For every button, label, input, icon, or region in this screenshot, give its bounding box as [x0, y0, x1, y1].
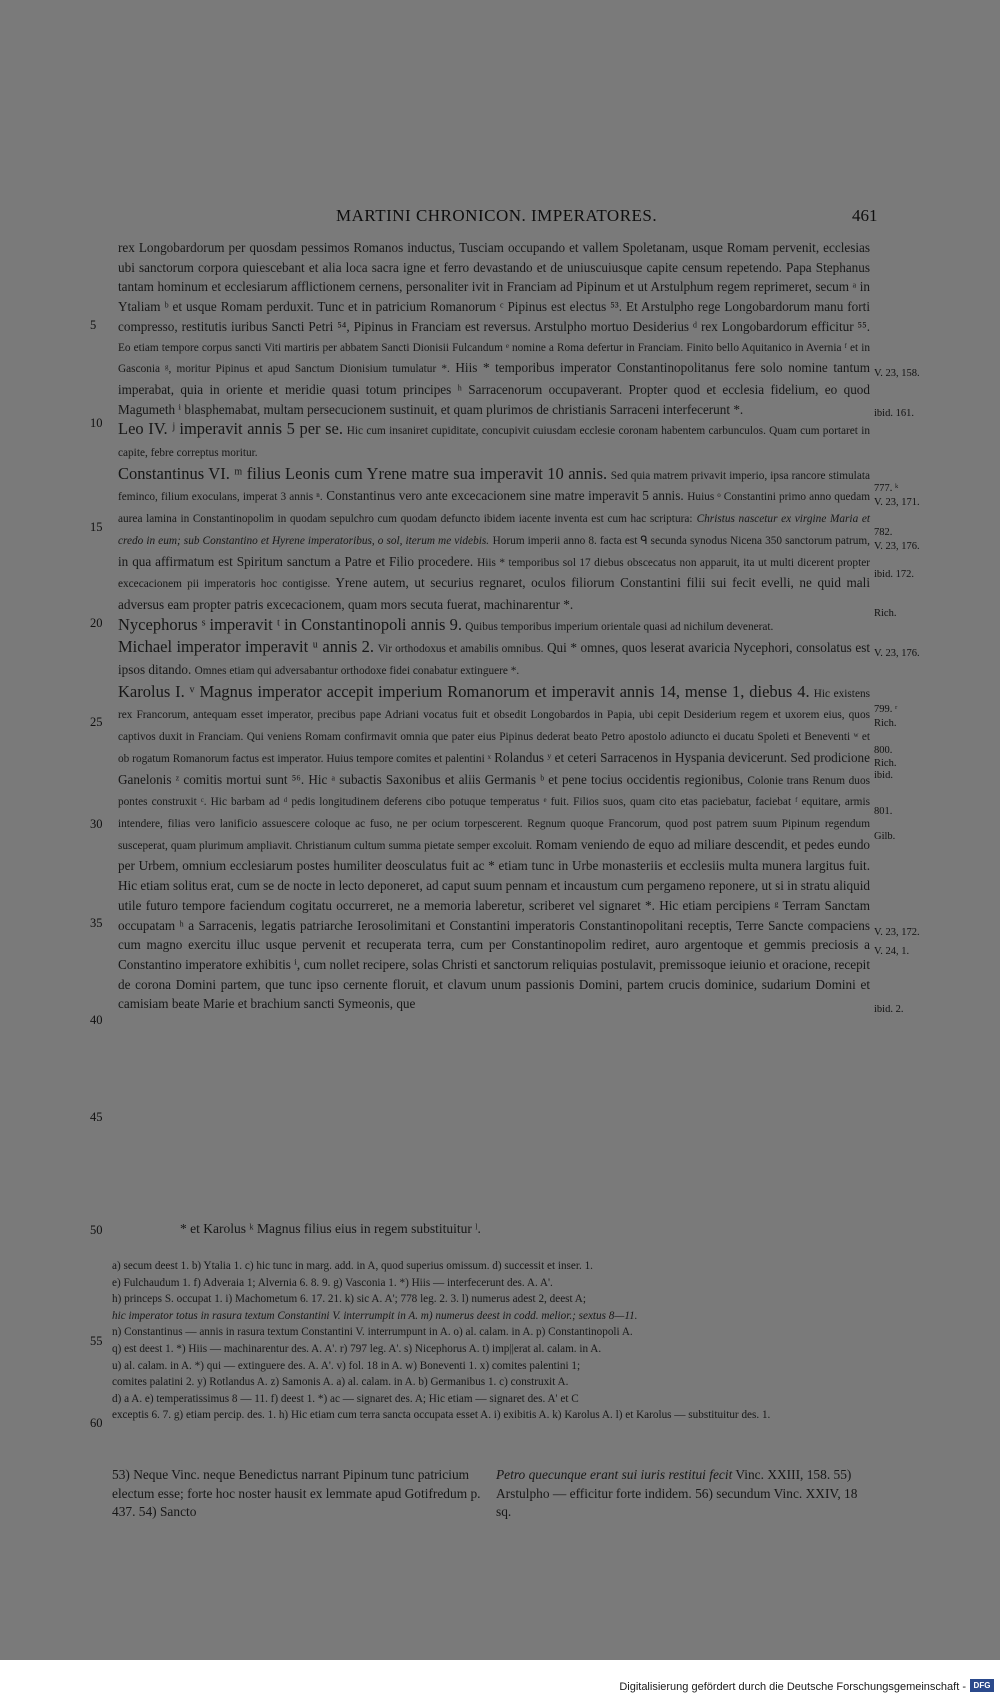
paragraph-constantinus-vi: Constantinus VI. ᵐ filius Leonis cum Yrene matre sua imperavit 10 annis. Sed quia matrem privavit imperio, ipsa rancore stimulata feminco, filium exoculans, imperat 3 annis ⁿ. Constantinus vero ante excecacionem sine matre imperavit 5 annis. Huius ᵒ Constantini primo anno quedam aurea lamina in Constantinopolim in quodam sepulchro cum quodam defuncto ibidem iacente inventa est cum hac scriptura: Christus nascetur ex virgine Maria et credo in eum; sub Constantino et Hyrene imperatoribus, o sol, iterum me videbis. Horum imperii anno 8. facta est ᑫ secunda synodus Nicena 350 sanctorum patrum, in qua affirmatum est Spiritum sanctum a Patre et Filio procedere. Hiis * temporibus sol 17 diebus obscecatus non apparuit, ita ut multi dicerent propter excecacionem pii imperatoris hoc contigisse. Yrene autem, ut securius regnaret, oculos filiorum Constantini filii sui fecit evelli, ne quid mali adversus eam propter patris excecacionem, quam mors secuta fuerat, machinarentur *. — [118, 463, 871, 612]
margin-note: V. 23, 158. — [874, 368, 920, 379]
margin-note: 799. ʳ — [874, 704, 898, 715]
paragraph-pipinus: rex Longobardorum per quosdam pessimos Romanos inductus, Tusciam occupando et vallem Spoletanam, usque Romam pervenit, ecclesias ubi sanctorum corpora quiescebant et alia loca sacra igne et ferro devastando et de uniuscuiusque capite censum repetendo. Papa Stephanus tantam hominum et ecclesiarum afflictionem cernens, personaliter ivit in Franciam ad Pipinum et ut Arstulphum regem reprimeret, secum ᵃ in Ytaliam ᵇ et usque Romam perduxit. Tunc et in patricium Romanorum ᶜ Pipinus est electus ⁵³. Et Arstulpho rege Longobardorum manu forti compresso, restitutis iuribus Sancti Petri ⁵⁴, Pipinus in Franciam est reversus. Arstulpho mortuo Desiderius ᵈ rex Longobardorum efficitur ⁵⁵. Eo etiam tempore corpus sancti Viti martiris per abbatem Sancti Dionisii Fulcandum ᵉ nomine a Roma defertur in Franciam. Finito bello Aquitanico in Avernia ᶠ et in Gasconia ᵍ, moritur Pipinus et apud Sanctum Dionisium tumulatur *. Hiis * temporibus imperator Constantinopolitanus fere solo nomine tantum imperabat, quia in oriente et meridie quasi totum principes ʰ Sarracenorum occupaverant. Propter quod et ecclesia fidelium, eo quod Magumeth ⁱ blasphemabat, multam persecucionem sustinuit, et quam plurimos de christianis Sarraceni interfecerunt *. — [118, 240, 870, 417]
line-number: 40 — [90, 1013, 103, 1027]
margin-note: 801. — [874, 806, 893, 817]
main-text — [118, 238, 870, 1014]
line-number: 45 — [90, 1110, 103, 1124]
dfg-logo-icon: DFG — [970, 1679, 994, 1692]
line-number: 55 — [90, 1334, 103, 1348]
apparatus-line: h) princeps S. occupat 1. i) Machometum 6. 17. 21. k) sic A. A'; 778 leg. 2. 3. l) numerus adest 2, deest A; — [112, 1293, 586, 1306]
margin-note: ibid. 161. — [874, 408, 914, 419]
notes-column-left: 53) Neque Vinc. neque Benedictus narrant Pipinum tunc patricium electum esse; forte hoc noster hausit ex lemmate apud Gotifredum p. 437. 54) Sancto — [112, 1467, 481, 1519]
page-title: MARTINI CHRONICON. IMPERATORES. — [336, 206, 658, 225]
note-text: Vinc. XXIII, 158. 55) Arstulpho — efficitur forte indidem. 56) secundum Vinc. XXIV, 18 sq. — [496, 1467, 858, 1519]
margin-note: Rich. — [874, 718, 897, 729]
line-number: 60 — [90, 1416, 103, 1430]
margin-note: V. 23, 176. — [874, 648, 920, 659]
paragraph-michael: Michael imperator imperavit ᵘ annis 2. Vir orthodoxus et amabilis omnibus. Qui * omnes, quos leserat avaricia Nycephori, consolatus est ipsos ditando. Omnes etiam qui adversabantur orthodoxe fidei conabatur extinguere *. — [118, 637, 871, 678]
paragraph-karolus-magnus: Karolus I. ᵛ Magnus imperator accepit imperium Romanorum et imperavit annis 14, mense 1, diebus 4. Hic existens rex Francorum, antequam esset imperator, precibus pape Adriani vocatus fuit et obsedit Longobardos in Papia, ubi cepit Desiderium regem et uxorem eius, quos captivos duxit in Franciam. Qui veniens Romam confirmavit omnia que pater eius Pipinus dederat beato Petro apostolo adiuncto ei ducatu Spoleti et Beneventi ʷ et ob rogatum Romanorum factus est imperator. Huius tempore comites et palentini ˣ Rolandus ʸ et ceteri Sarracenos in Hyspania devicerunt. Sed prodicione Ganelonis ᶻ comitis mortui sunt ⁵⁶. Hic ᵃ subactis Saxonibus et aliis Germanis ᵇ et pene tocius occidentis regionibus, Colonie trans Renum duos pontes construxit ᶜ. Hic barbam ad ᵈ pedis longitudinem deferens cibo potuque temperatus ᵉ fuit. Filios suos, quam cito etas paciebatur, faciebat ᶠ equitare, armis intendere, filias vero lanificio assuescere coloque ac fuso, ne per ocium torpescerent. Regnum quoque Francorum, quod post patrem suum Pipinum regendum susceperat, quam plurimum ampliavit. Christianum cultum summa pietate semper excoluit. Romam veniendo de equo ad miliare descendit, et pedes eundo per Urbem, omnium ecclesiarum postes humiliter deosculatus fuit ac * etiam tunc in Urbe monasteriis et ecclesiis multa munera largitus fuit. Hic etiam solitus erat, cum se de nocte in lecto deponeret, ad caput suum pennam et incaustum cum pergameno reponere, ut si in stratu aliquid utile futuro tempore faciendum cogitatu occurreret, ne a memoria laberetur, scriberet vel signaret *. Hic etiam percipiens ᵍ Terram Sanctam occupatam ʰ a Sarracenis, legatis patriarche Ierosolimitani et Constantini imperatoris Constantinopolitani receptis, Terre Sancte compaciens cum magno exercitu illuc usque pervenit et recuperata terra, cum per Constantinopolim rediret, auro argentoque et gemmis preciosis a Constantino imperatore exhibitis ⁱ, cum nollet recipere, solas Christi et sanctorum reliquias postulavit, premissoque ieiunio et oracione, recepit de corona Domini partem, que tunc ipso cernente floruit, et clavum unum passionis Domini, partem crucis dominice, sudarium Domini et camisiam beate Marie et brachium sancti Symeonis, que — [118, 681, 871, 1012]
margin-note: ibid. — [874, 770, 893, 781]
running-header — [0, 206, 1000, 230]
line-number: 25 — [90, 715, 103, 729]
margin-note: V. 23, 171. — [874, 497, 920, 508]
line-number: 20 — [90, 616, 103, 630]
apparatus-line: a) secum deest 1. b) Ytalia 1. c) hic tunc in marg. add. in A, quod superius omissum. d) successit et inser. 1. — [112, 1260, 593, 1272]
line-number: 10 — [90, 416, 103, 430]
apparatus-line: n) Constantinus — annis in rasura textum Constantini V. interrumpunt in A. o) al. calam. in A. p) Constantinopoli A. — [112, 1326, 633, 1339]
paragraph-leo-iv: Leo IV. ʲ imperavit annis 5 per se. Hic cum insaniret cupiditate, concupivit cuiusdam ecclesie coronam habentem carbunculos. Quam cum portaret in capite, febre correptus moritur. — [118, 419, 871, 460]
margin-note: 777. ᵏ — [874, 483, 899, 494]
apparatus-line: comites palatini 2. y) Rotlandus A. z) Samonis A. a) al. calam. in A. b) Germanibus 1. c) construxit A. — [112, 1376, 569, 1389]
line-number: 50 — [90, 1223, 103, 1237]
footnote-marked-text: * et Karolus ᵏ Magnus filius eius in regem substituitur ˡ. — [180, 1221, 481, 1236]
apparatus-line: d) a A. e) temperatissimus 8 — 11. f) deest 1. *) ac — signaret des. A; Hic etiam — signaret des. A' et C — [112, 1392, 579, 1405]
line-number: 35 — [90, 916, 103, 930]
digitization-credit: Digitalisierung gefördert durch die Deutsche Forschungsgemeinschaft - — [619, 1681, 966, 1693]
notes-column-right — [496, 1466, 868, 1522]
apparatus-line: hic imperator totus in rasura textum Constantini V. interrumpit in A. m) numerus deest in codd. melior.; sextus 8—11. — [112, 1309, 638, 1322]
critical-apparatus — [112, 1258, 860, 1424]
margin-note: ibid. 2. — [874, 1004, 904, 1015]
margin-note: V. 24, 1. — [874, 946, 910, 957]
margin-note: Gilb. — [874, 831, 896, 842]
page-number: 461 — [852, 206, 878, 225]
apparatus-line: exceptis 6. 7. g) etiam percip. des. 1. h) Hic etiam cum terra sancta occupata esset A. i) exibitis A. k) Karolus A. l) et Karolus — substituitur des. 1. — [112, 1409, 771, 1422]
apparatus-line: u) al. calam. in A. *) qui — extinguere des. A. A'. v) fol. 18 in A. w) Boneventi 1. x) comites palentini 1; — [112, 1359, 581, 1372]
margin-note: V. 23, 176. — [874, 541, 920, 552]
margin-note: ibid. 172. — [874, 569, 914, 580]
note-italic: Petro quecunque erant sui iuris restitui fecit — [496, 1467, 733, 1482]
line-number: 30 — [90, 817, 103, 831]
line-number: 5 — [90, 318, 97, 332]
apparatus-line: e) Fulchaudum 1. f) Adveraia 1; Alvernia 6. 8. 9. g) Vasconia 1. *) Hiis — interfecerunt des. A. A'. — [112, 1276, 553, 1289]
apparatus-line: q) est deest 1. *) Hiis — machinarentur des. A. A'. r) 797 leg. A'. s) Nicephorus A. t) imp||erat al. calam. in A. — [112, 1342, 602, 1355]
paragraph-nycephorus: Nycephorus ˢ imperavit ᵗ in Constantinopoli annis 9. Quibus temporibus imperium orientale quasi ad nichilum devenerat. — [118, 614, 774, 634]
margin-note: 800. — [874, 745, 893, 756]
margin-note: 782. — [874, 527, 893, 538]
line-number: 15 — [90, 520, 103, 534]
margin-note: Rich. — [874, 758, 897, 769]
margin-note: V. 23, 172. — [874, 927, 920, 938]
margin-note: Rich. — [874, 608, 897, 619]
